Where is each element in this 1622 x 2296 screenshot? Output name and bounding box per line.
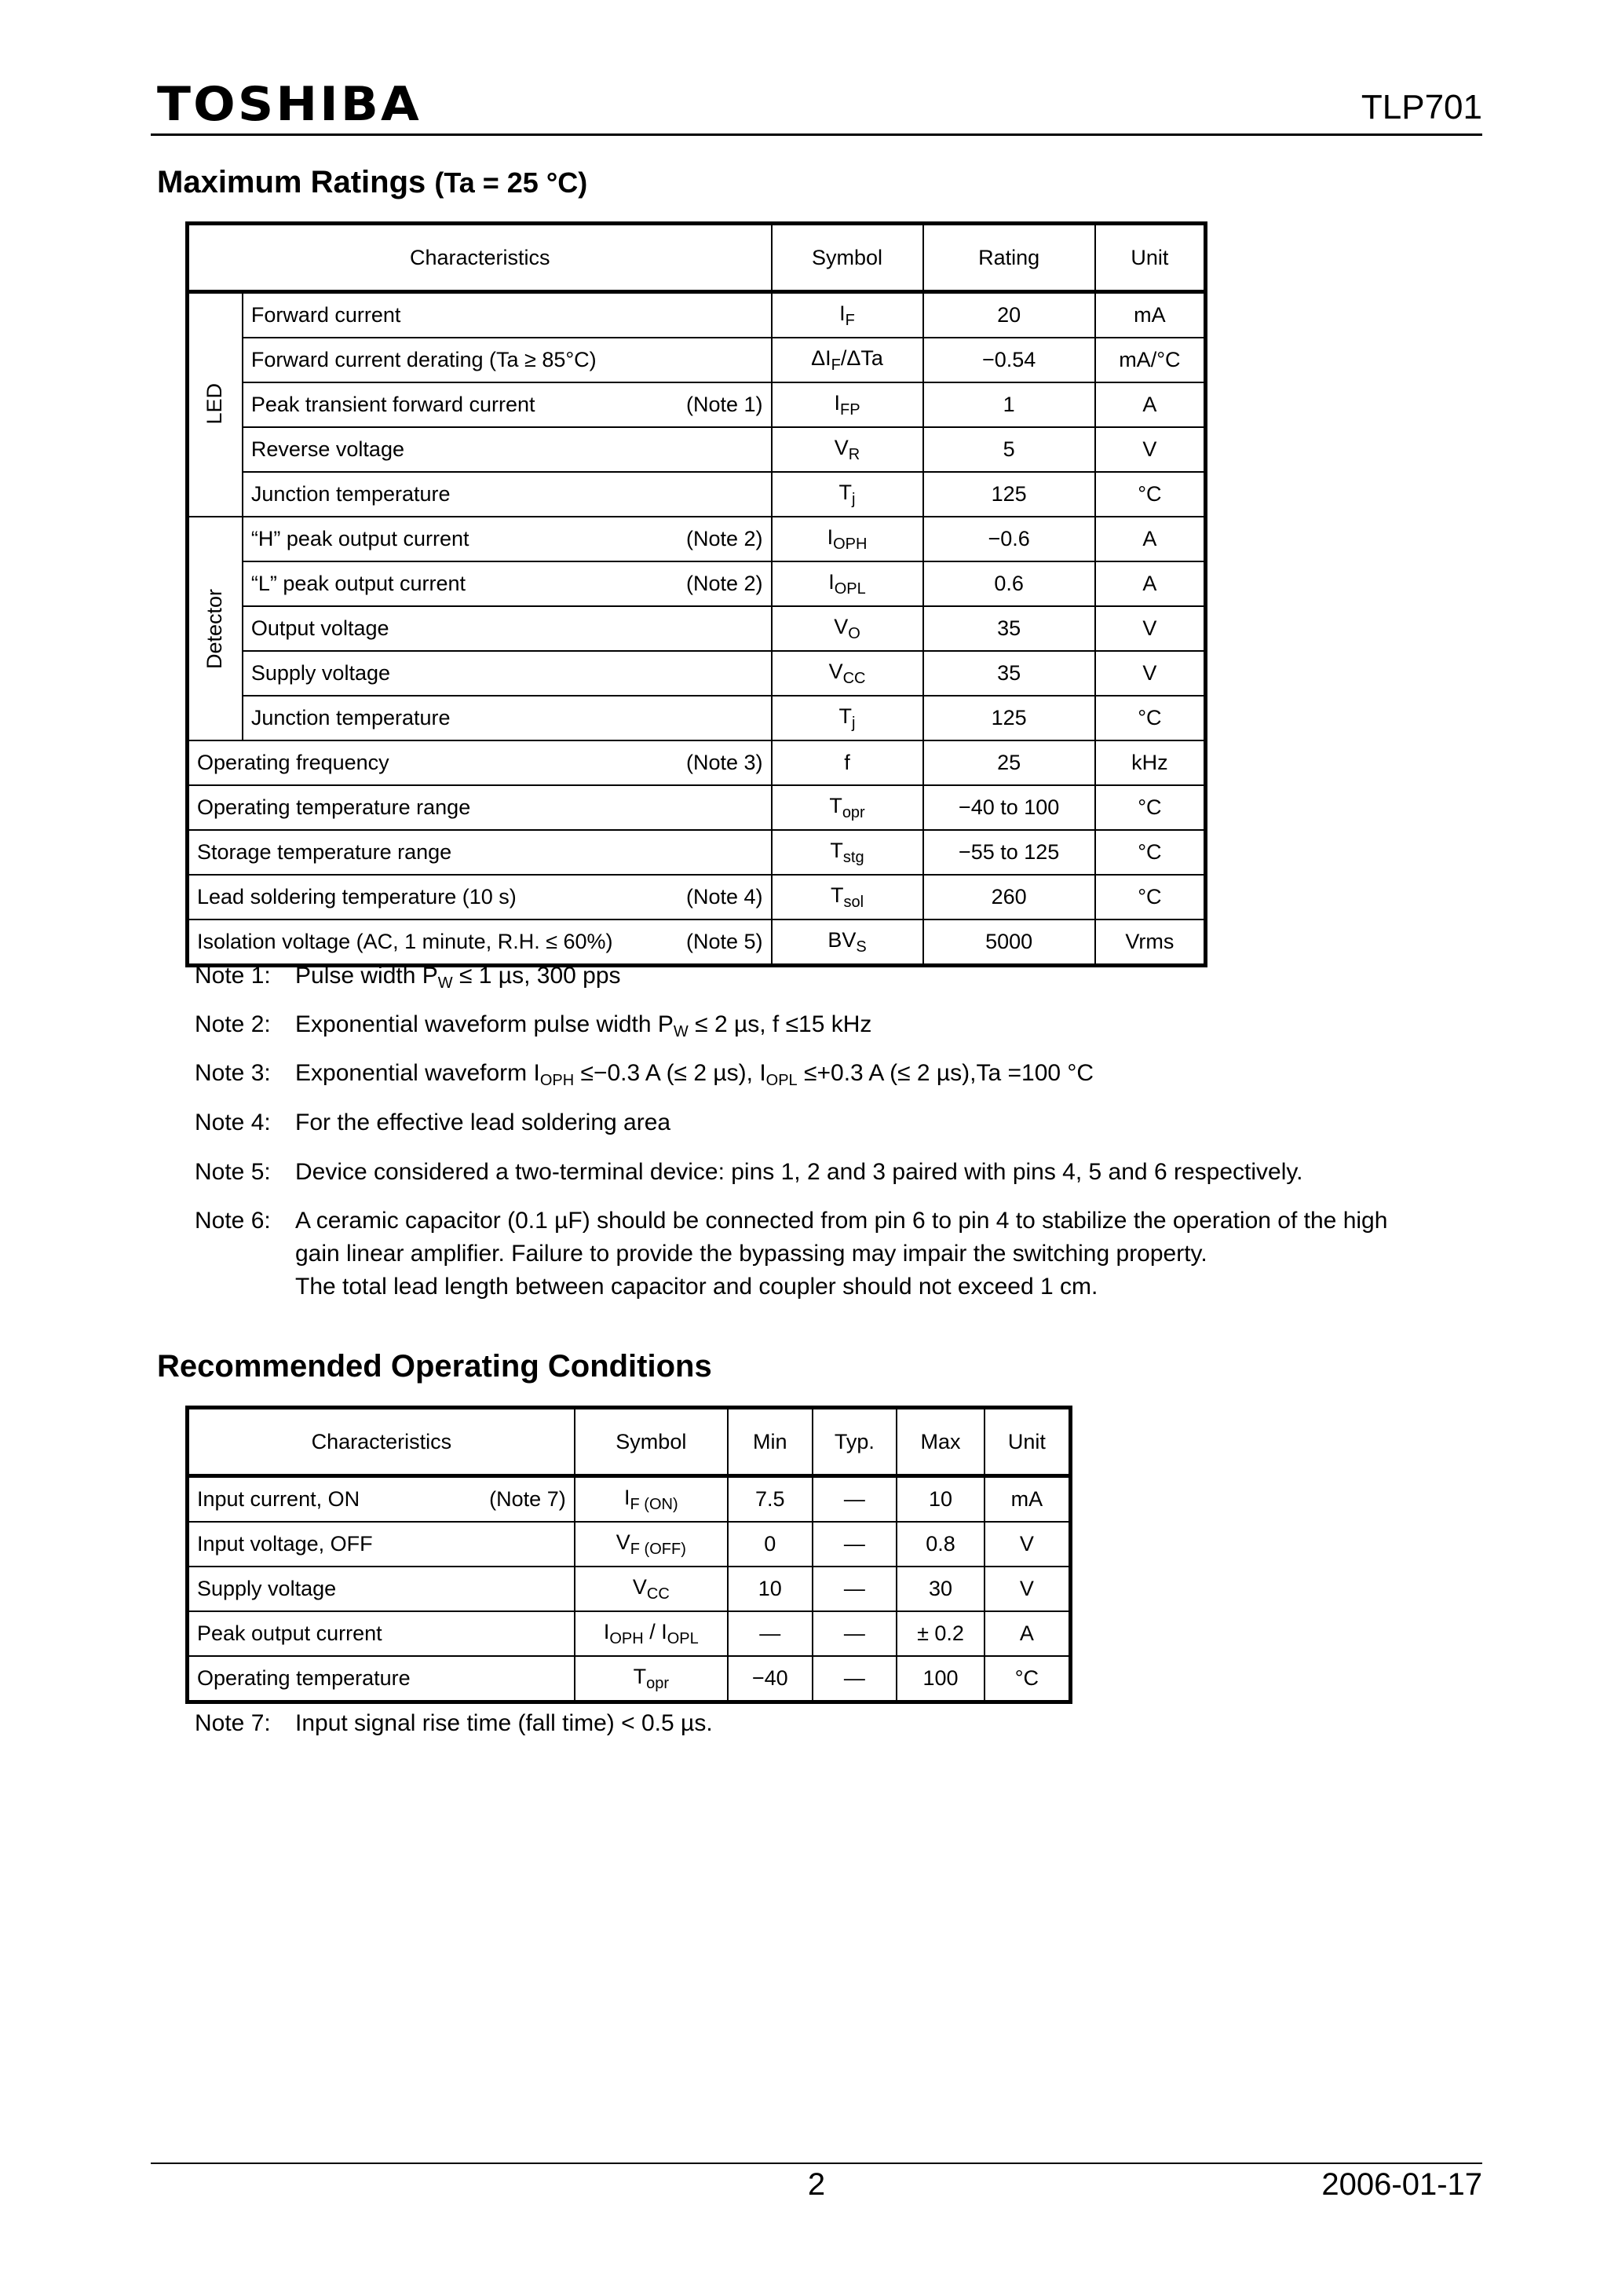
symbol-cell	[772, 830, 923, 875]
unit-cell: mA	[1095, 292, 1206, 338]
max-cell: 10	[897, 1476, 985, 1523]
characteristic-cell	[188, 875, 772, 919]
rating-cell: 0.6	[923, 561, 1095, 606]
col-symbol: Symbol	[575, 1408, 728, 1476]
symbol-main: V	[616, 1530, 630, 1554]
col-unit: Unit	[1095, 224, 1206, 292]
unit-cell: V	[1095, 606, 1206, 651]
characteristic-cell	[188, 1522, 575, 1567]
symbol-cell	[772, 740, 923, 785]
characteristic-name: Supply voltage	[250, 661, 390, 685]
symbol-main: T	[838, 480, 853, 504]
symbol-main: I	[834, 390, 840, 415]
table-row	[188, 517, 1206, 561]
symbol-main: T	[829, 793, 842, 817]
symbol-sub: sol	[843, 893, 864, 911]
note-7: Note 7: Input signal rise time (fall time) < 0.5 µs.	[195, 1710, 713, 1736]
symbol-main: I	[839, 301, 846, 325]
group-detector: Detector	[188, 517, 243, 740]
characteristic-name: Input voltage, OFF	[197, 1532, 373, 1556]
symbol-main: I	[828, 569, 835, 594]
symbol-cell	[772, 785, 923, 830]
table-row	[188, 830, 1206, 875]
symbol-sub: OPL	[834, 579, 866, 598]
note-ref: (Note 3)	[685, 751, 763, 774]
symbol-cell	[772, 651, 923, 696]
col-typ: Typ.	[813, 1408, 897, 1476]
rating-cell: 125	[923, 472, 1095, 517]
unit-cell: Vrms	[1095, 919, 1206, 966]
symbol-sub: OPH	[833, 535, 868, 553]
unit-cell: A	[1095, 382, 1206, 427]
symbol-sub: S	[856, 938, 867, 956]
symbol-sub: O	[848, 624, 860, 642]
symbol-main: V	[834, 435, 849, 459]
rating-cell: 5000	[923, 919, 1095, 966]
unit-cell: °C	[985, 1656, 1071, 1702]
symbol-sub: CC	[842, 669, 866, 687]
symbol-main: V	[828, 659, 843, 683]
part-number: TLP701	[1361, 88, 1482, 126]
note-text: Exponential waveform pulse width $P_W \le 2$ µs, f ≤15 kHz	[295, 1011, 872, 1040]
symbol-main: BV	[827, 927, 857, 952]
rating-cell: 35	[923, 606, 1095, 651]
characteristic-cell	[243, 292, 772, 338]
characteristic-name: Reverse voltage	[250, 437, 404, 461]
unit-cell: A	[985, 1611, 1071, 1656]
min-cell: 10	[728, 1567, 813, 1611]
note-ref: (Note 1)	[685, 393, 763, 416]
characteristic-cell	[188, 740, 772, 785]
note-ref: (Note 4)	[685, 885, 763, 909]
symbol-cell	[772, 517, 923, 561]
characteristic-cell	[243, 651, 772, 696]
rating-cell: 20	[923, 292, 1095, 338]
table-row	[188, 740, 1206, 785]
characteristic-cell	[188, 1476, 575, 1523]
characteristic-cell	[243, 338, 772, 382]
characteristic-name: Storage temperature range	[197, 840, 452, 864]
characteristic-name: Peak output current	[197, 1621, 382, 1645]
rec-conditions-table	[185, 1406, 1072, 1704]
note-6	[195, 1205, 1387, 1303]
rating-cell: −0.54	[923, 338, 1095, 382]
symbol-sub: F	[831, 356, 841, 374]
characteristic-cell	[243, 427, 772, 472]
unit-cell: V	[1095, 651, 1206, 696]
unit-cell: V	[985, 1567, 1071, 1611]
symbol-sub: F	[845, 311, 855, 329]
footer-rule	[151, 2163, 1482, 2164]
rating-cell: −40 to 100	[923, 785, 1095, 830]
note-text: A ceramic capacitor (0.1 µF) should be connected from pin 6 to pin 4 to stabilize the operation of the high gain linear amplifier. Failure to provide the bypassing may impair the switching property. The total lead length between capacitor and coupler should not exceed 1 cm.	[295, 1208, 1388, 1300]
characteristic-cell	[188, 919, 772, 966]
table-row	[188, 1656, 1071, 1702]
symbol-main: T	[633, 1664, 647, 1688]
rating-cell: 125	[923, 696, 1095, 740]
note-label: Note 2:	[195, 1011, 271, 1037]
table-row	[188, 606, 1206, 651]
rating-cell: 5	[923, 427, 1095, 472]
table-header-row	[188, 224, 1206, 292]
note-ref: (Note 2)	[685, 572, 763, 595]
characteristic-name: Supply voltage	[197, 1577, 337, 1600]
table-row	[188, 651, 1206, 696]
min-cell: —	[728, 1611, 813, 1656]
note-text: Pulse width $P_W \le 1$ µs, 300 pps	[295, 963, 621, 992]
typ-cell: —	[813, 1522, 897, 1567]
rating-cell: 35	[923, 651, 1095, 696]
table-row	[188, 1611, 1071, 1656]
characteristic-name: Input current, ON	[197, 1487, 360, 1511]
rating-cell: −0.6	[923, 517, 1095, 561]
note-1	[195, 960, 621, 1000]
characteristic-cell	[243, 696, 772, 740]
symbol-cell	[575, 1656, 728, 1702]
characteristic-name: “H” peak output current	[250, 527, 469, 550]
symbol-cell	[772, 472, 923, 517]
typ-cell: —	[813, 1656, 897, 1702]
min-cell: 7.5	[728, 1476, 813, 1523]
group-led: LED	[188, 292, 243, 517]
header-rule	[151, 133, 1482, 136]
document-date: 2006-01-17	[1321, 2167, 1482, 2202]
col-rating: Rating	[923, 224, 1095, 292]
symbol-sub: j	[852, 490, 856, 508]
symbol-cell	[575, 1522, 728, 1567]
symbol-cell	[772, 338, 923, 382]
note-text: Device considered a two-terminal device: pins 1, 2 and 3 paired with pins 4, 5 and 6 respectively.	[295, 1159, 1303, 1185]
symbol-main: I	[603, 1619, 610, 1643]
unit-cell: °C	[1095, 696, 1206, 740]
characteristic-name: Forward current derating (Ta ≥ 85°C)	[250, 348, 597, 371]
unit-cell: A	[1095, 561, 1206, 606]
max-ratings-table	[185, 221, 1207, 967]
symbol-main: V	[632, 1574, 647, 1599]
characteristic-cell	[188, 1567, 575, 1611]
note-label: Note 4:	[195, 1110, 271, 1135]
rating-cell: 1	[923, 382, 1095, 427]
characteristic-name: Lead soldering temperature (10 s)	[197, 885, 517, 909]
note-3	[195, 1057, 1094, 1097]
symbol-sub: F (ON)	[630, 1495, 678, 1513]
characteristic-cell	[188, 1611, 575, 1656]
note-ref: (Note 5)	[685, 930, 763, 953]
symbol-cell	[772, 427, 923, 472]
note-text: For the effective lead soldering area	[295, 1110, 671, 1135]
rating-cell: −55 to 125	[923, 830, 1095, 875]
unit-cell: °C	[1095, 830, 1206, 875]
unit-cell: °C	[1095, 875, 1206, 919]
rating-cell: 260	[923, 875, 1095, 919]
symbol-sub: stg	[842, 848, 864, 866]
symbol-main: V	[834, 614, 849, 638]
table-row	[188, 1522, 1071, 1567]
table-row	[188, 696, 1206, 740]
toshiba-logo: TOSHIBA	[157, 77, 422, 132]
note-ref: (Note 7)	[489, 1487, 566, 1511]
table-row	[188, 1567, 1071, 1611]
max-cell: 100	[897, 1656, 985, 1702]
rating-cell: 25	[923, 740, 1095, 785]
symbol-sub: FP	[839, 400, 860, 419]
table-row	[188, 919, 1206, 966]
symbol-main: T	[838, 704, 853, 728]
symbol-cell	[772, 292, 923, 338]
symbol-main: I	[624, 1485, 630, 1509]
symbol-sub: R	[848, 445, 860, 463]
unit-cell: V	[1095, 427, 1206, 472]
max-ratings-heading: Maximum Ratings (Ta = 25 °C)	[157, 165, 588, 199]
unit-cell: V	[985, 1522, 1071, 1567]
typ-cell: —	[813, 1611, 897, 1656]
max-cell: ± 0.2	[897, 1611, 985, 1656]
unit-cell: A	[1095, 517, 1206, 561]
symbol-main: I	[827, 525, 834, 549]
typ-cell: —	[813, 1567, 897, 1611]
symbol-sub: CC	[646, 1585, 670, 1603]
note-4	[195, 1106, 670, 1139]
note-5	[195, 1156, 1302, 1189]
note-ref: (Note 2)	[685, 527, 763, 550]
min-cell: −40	[728, 1656, 813, 1702]
symbol-main: T	[830, 838, 843, 862]
characteristic-name: Operating frequency	[197, 751, 389, 774]
col-max: Max	[897, 1408, 985, 1476]
unit-cell: °C	[1095, 785, 1206, 830]
characteristic-cell	[243, 382, 772, 427]
characteristic-name: Isolation voltage (AC, 1 minute, R.H. ≤ 60%)	[197, 930, 613, 953]
col-min: Min	[728, 1408, 813, 1476]
col-characteristics: Characteristics	[188, 224, 772, 292]
rec-conditions-heading: Recommended Operating Conditions	[157, 1349, 712, 1384]
symbol-sub: F (OFF)	[630, 1540, 686, 1558]
unit-cell: mA/°C	[1095, 338, 1206, 382]
symbol-cell	[772, 696, 923, 740]
characteristic-cell	[188, 830, 772, 875]
min-cell: 0	[728, 1522, 813, 1567]
characteristic-cell	[188, 1656, 575, 1702]
note-2	[195, 1008, 871, 1048]
table-row	[188, 472, 1206, 517]
table-header-row	[188, 1408, 1071, 1476]
symbol-main: T	[830, 883, 844, 907]
note-text: Exponential waveform $I_{OPH} \le-0.3$ A (≤ 2 µs), $I_{OPL} \le+0.3$ A (≤ 2 µs),Ta =100 °C	[295, 1060, 1094, 1089]
characteristic-name: Operating temperature range	[197, 795, 471, 819]
characteristic-cell	[243, 472, 772, 517]
symbol-cell	[575, 1611, 728, 1656]
table-row	[188, 785, 1206, 830]
characteristic-name: Peak transient forward current	[250, 393, 535, 416]
symbol-cell	[575, 1476, 728, 1523]
table-row	[188, 875, 1206, 919]
note-label: Note 1:	[195, 963, 271, 989]
table-row	[188, 292, 1206, 338]
table-row	[188, 1476, 1071, 1523]
table-row	[188, 561, 1206, 606]
symbol-sub: opr	[842, 803, 865, 821]
unit-cell: °C	[1095, 472, 1206, 517]
characteristic-name: Forward current	[250, 303, 401, 327]
characteristic-name: Junction temperature	[250, 482, 451, 506]
symbol-main: f	[844, 751, 850, 774]
col-characteristics: Characteristics	[188, 1408, 575, 1476]
characteristic-cell	[243, 606, 772, 651]
characteristic-name: Output voltage	[250, 616, 389, 640]
symbol-cell	[772, 875, 923, 919]
max-cell: 0.8	[897, 1522, 985, 1567]
symbol-sub: opr	[646, 1674, 670, 1692]
symbol-sub: j	[852, 714, 856, 732]
symbol-sub-2: OPL	[667, 1629, 699, 1647]
unit-cell: mA	[985, 1476, 1071, 1523]
characteristic-name: “L” peak output current	[250, 572, 466, 595]
max-cell: 30	[897, 1567, 985, 1611]
table-row	[188, 427, 1206, 472]
note-label: Note 5:	[195, 1159, 271, 1185]
symbol-cell	[772, 561, 923, 606]
characteristic-cell	[243, 561, 772, 606]
col-symbol: Symbol	[772, 224, 923, 292]
symbol-cell	[772, 606, 923, 651]
note-label: Note 3:	[195, 1060, 271, 1086]
symbol-sub: OPH	[609, 1629, 644, 1647]
characteristic-cell	[188, 785, 772, 830]
symbol-cell	[575, 1567, 728, 1611]
characteristic-name: Junction temperature	[250, 706, 451, 729]
symbol-cell	[772, 382, 923, 427]
characteristic-name: Operating temperature	[197, 1666, 411, 1690]
note-label: Note 6:	[195, 1208, 271, 1234]
table-row	[188, 382, 1206, 427]
characteristic-cell	[243, 517, 772, 561]
symbol-main-2: /ΔTa	[840, 345, 883, 370]
symbol-cell	[772, 919, 923, 966]
col-unit: Unit	[985, 1408, 1071, 1476]
page-number: 2	[807, 2167, 826, 2202]
table-row	[188, 338, 1206, 382]
symbol-main: ΔI	[811, 345, 831, 370]
symbol-main-2: / I	[643, 1619, 667, 1643]
typ-cell: —	[813, 1476, 897, 1523]
unit-cell: kHz	[1095, 740, 1206, 785]
